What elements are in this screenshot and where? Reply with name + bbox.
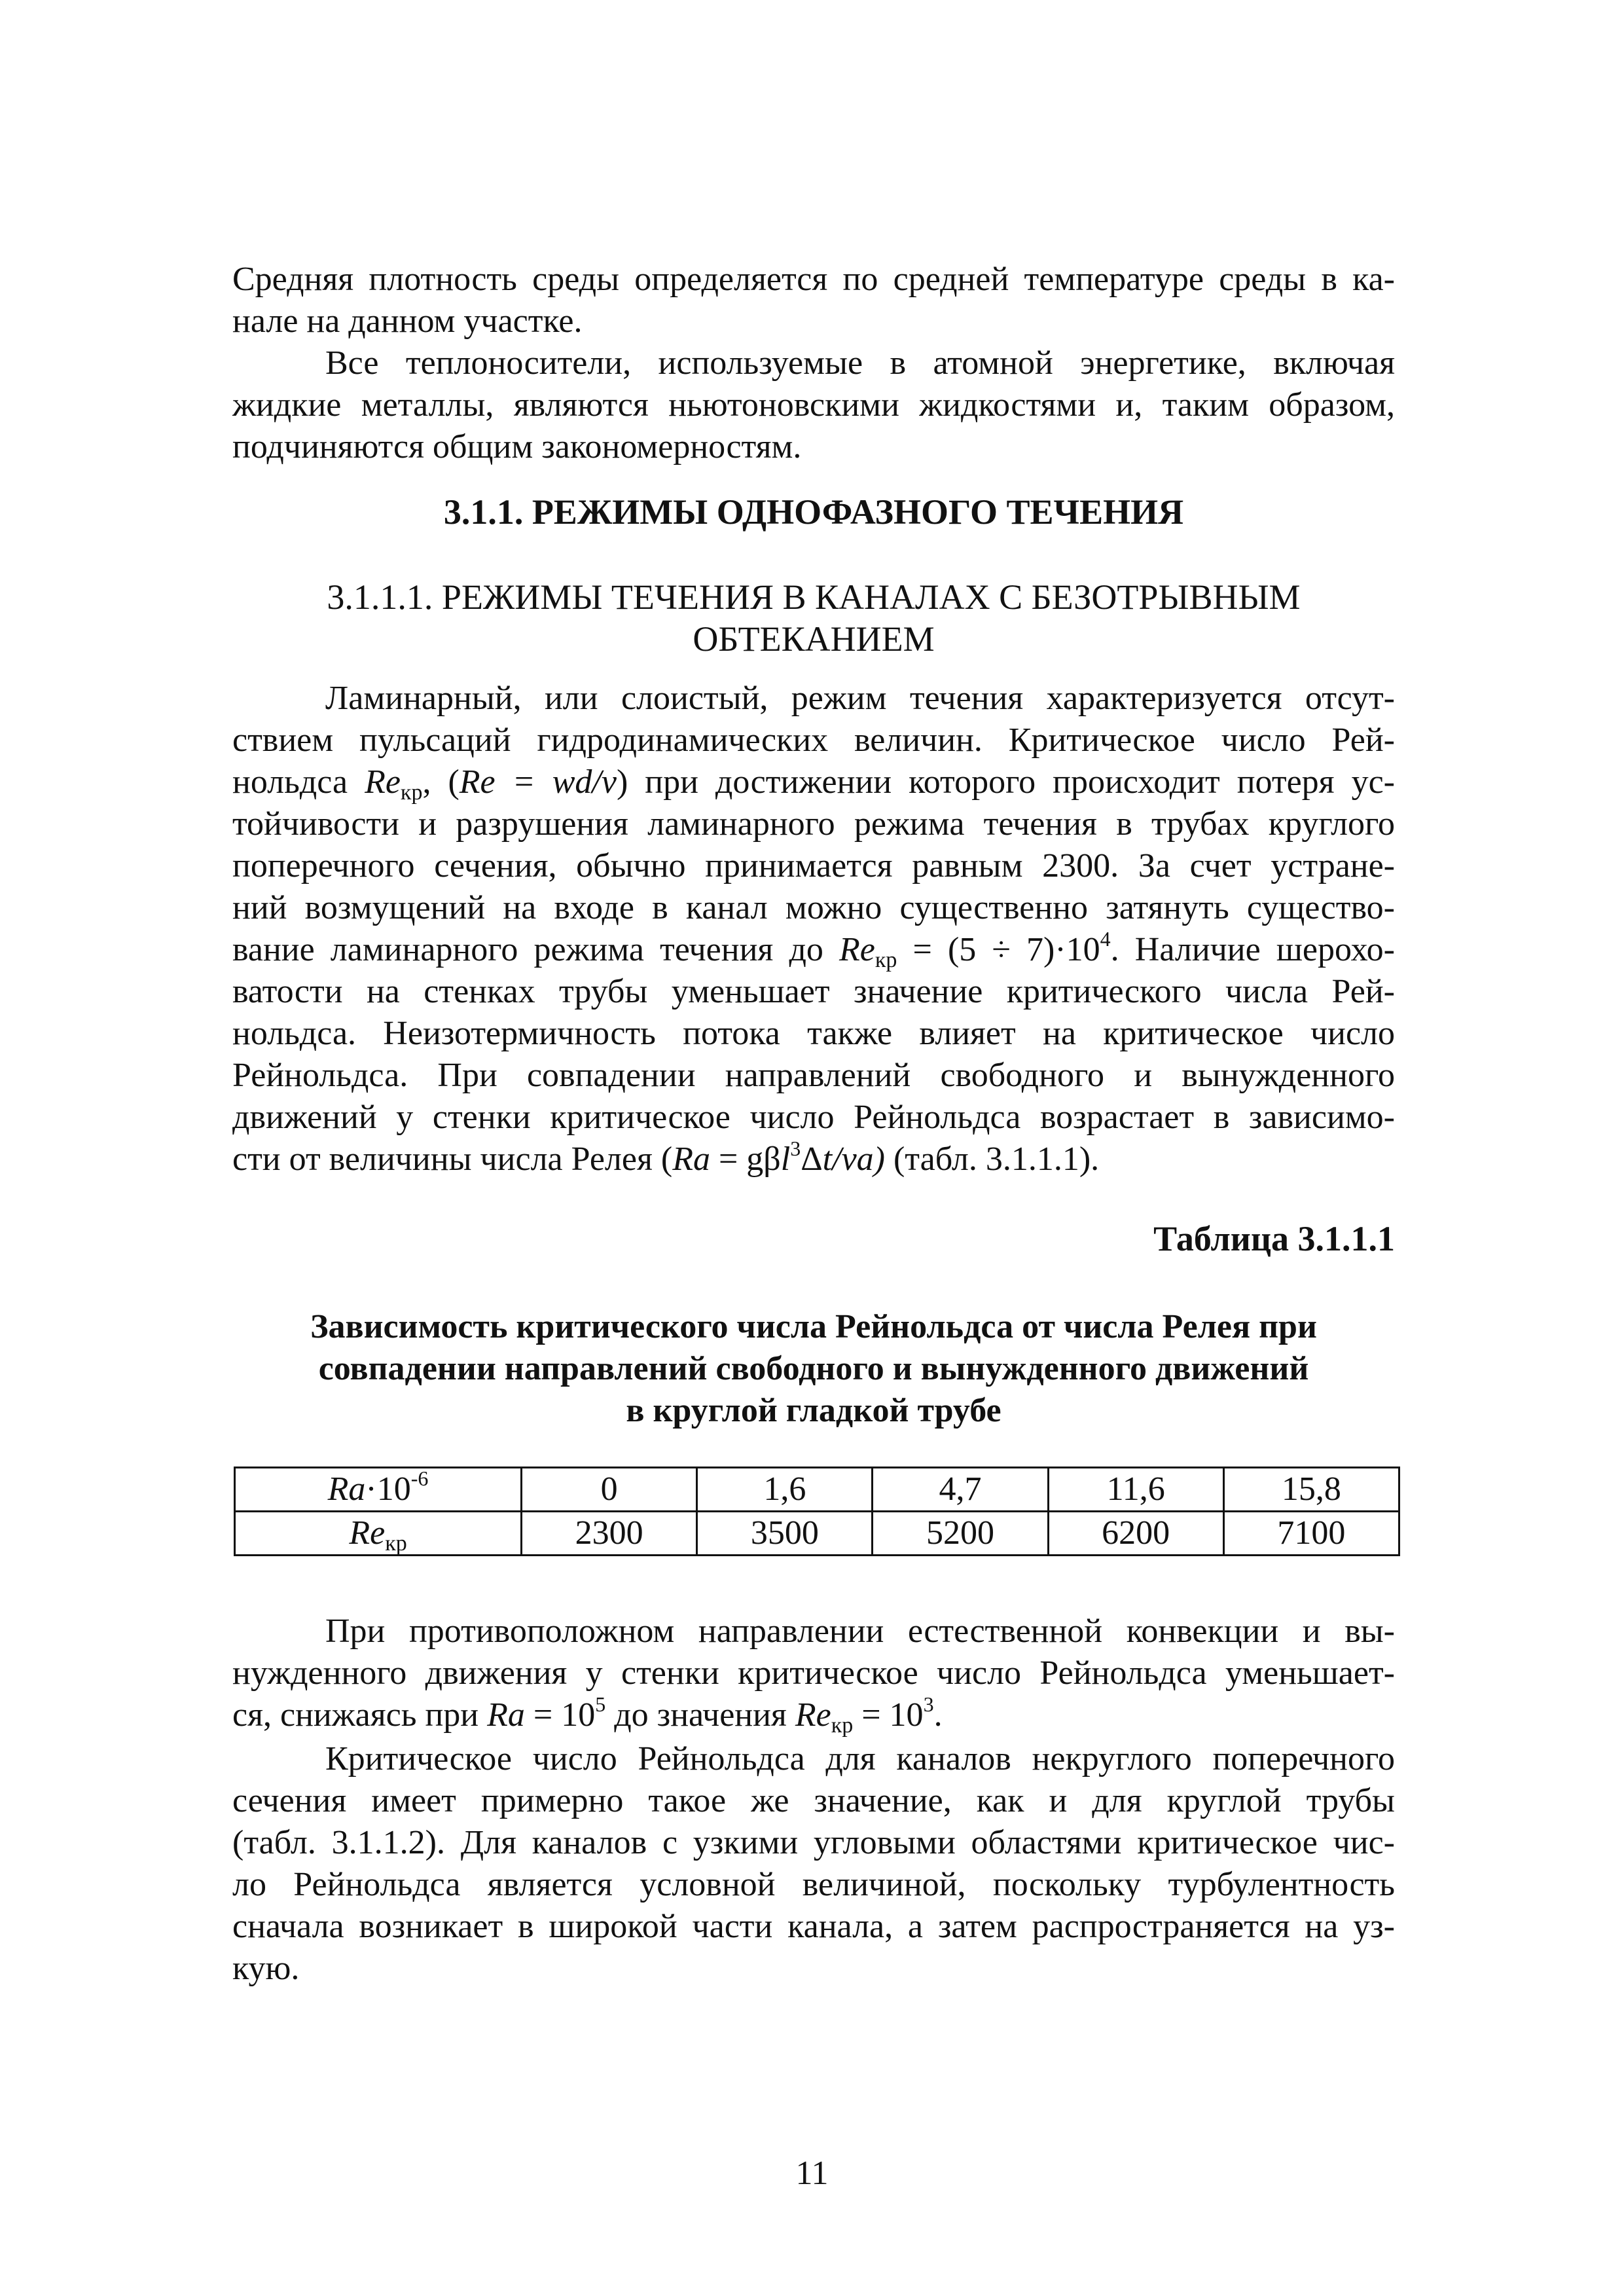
table-cell: 1,6	[697, 1468, 873, 1512]
p1-line-12-text-b: = gβ	[710, 1140, 781, 1178]
p1-line-7-text-c: . Наличие шерохо-	[1110, 931, 1395, 968]
p1-line-3-text-b: , (	[422, 763, 460, 801]
table-caption	[232, 1306, 1395, 1432]
p2-line-3-text-a: ся, снижаясь при	[232, 1696, 488, 1734]
exponent: 4	[1100, 927, 1111, 951]
reynolds-rayleigh-table	[234, 1467, 1400, 1556]
table-caption-line-2: совпадении направлений свободного и вынужденного движений	[318, 1350, 1309, 1387]
p3-line-4: ло Рейнольдса является условной величиной, поскольку турбулентность	[232, 1866, 1395, 1903]
table-caption-line-1: Зависимость критического числа Рейнольдса от числа Релея при	[310, 1308, 1317, 1345]
exponent: 3	[790, 1137, 801, 1160]
intro-line-1: Средняя плотность среды определяется по средней температуре среды в ка-	[232, 261, 1395, 298]
p1-line-3	[232, 761, 1395, 803]
subsection-heading-line-1: 3.1.1.1. РЕЖИМЫ ТЕЧЕНИЯ В КАНАЛАХ С БЕЗОТРЫВНЫМ	[327, 577, 1301, 617]
page-number: 11	[795, 2155, 829, 2192]
table-cell: 3500	[697, 1512, 873, 1556]
kr-subscript: кр	[385, 1531, 407, 1556]
p1-line-9: нольдса. Неизотермичность потока также влияет на критическое число	[232, 1015, 1395, 1052]
p1-line-2: ствием пульсаций гидродинамических величин. Критическое число Рей-	[232, 721, 1395, 759]
exponent: -6	[410, 1467, 429, 1490]
ra-symbol: Ra	[327, 1470, 366, 1508]
table-cell: 15,8	[1223, 1468, 1399, 1512]
re-symbol: Re	[349, 1514, 386, 1552]
subsection-heading-line-2: ОБТЕКАНИЕМ	[693, 619, 935, 659]
section-heading: 3.1.1. РЕЖИМЫ ОДНОФАЗНОГО ТЕЧЕНИЯ	[443, 492, 1184, 532]
exponent: 5	[595, 1692, 606, 1716]
table-cell: 6200	[1048, 1512, 1223, 1556]
p3-line-3: (табл. 3.1.1.2). Для каналов с узкими угловыми областями критическое чис-	[232, 1824, 1395, 1861]
p1-line-5: поперечного сечения, обычно принимается равным 2300. За счет устране-	[232, 847, 1395, 884]
table-row	[235, 1468, 1399, 1512]
paragraph-noncircular	[232, 1738, 1395, 1990]
p2-line-3	[232, 1694, 1395, 1736]
re-symbol: Re	[839, 931, 875, 968]
reynolds-formula: Re = wd/ν	[459, 763, 617, 801]
rayleigh-formula-tail: t/νa)	[822, 1140, 885, 1178]
table-label-block	[232, 1218, 1395, 1260]
delta-symbol: Δ	[801, 1140, 823, 1178]
p3-line-5: сначала возникает в широкой части канала, а затем распространяется на уз-	[232, 1908, 1395, 1945]
p1-line-3-text-a: нольдса	[232, 763, 365, 801]
p1-line-10: Рейнольдса. При совпадении направлений свободного и вынужденного	[232, 1057, 1395, 1094]
p1-line-12-text-a: сти от величины числа Релея (	[232, 1140, 673, 1178]
intro-paragraph	[232, 259, 1395, 468]
paragraph-laminar	[232, 678, 1395, 1180]
p1-line-12	[232, 1139, 1395, 1180]
table-row	[235, 1512, 1399, 1556]
p2-line-1: При противоположном направлении естественной конвекции и вы-	[325, 1613, 1395, 1650]
kr-subscript: кр	[831, 1713, 854, 1738]
p2-line-3-text-e: .	[933, 1696, 943, 1734]
ra-symbol: Ra	[487, 1696, 525, 1734]
p1-line-7-text-a: вание ламинарного режима течения до	[232, 931, 840, 968]
table-caption-line-3: в круглой гладкой трубе	[626, 1392, 1001, 1429]
table-cell: 0	[522, 1468, 697, 1512]
table-cell: 5200	[873, 1512, 1048, 1556]
subsection-heading-block	[232, 576, 1395, 660]
p1-line-1: Ламинарный, или слоистый, режим течения характеризуется отсут-	[325, 680, 1395, 717]
p3-line-1: Критическое число Рейнольдса для каналов некруглого поперечного	[325, 1740, 1395, 1777]
section-heading-block	[232, 491, 1395, 533]
p1-line-8: ватости на стенках трубы уменьшает значение критического числа Рей-	[232, 973, 1395, 1010]
intro-line-4: жидкие металлы, являются ньютоновскими жидкостями и, таким образом,	[232, 386, 1395, 424]
re-symbol: Re	[795, 1696, 831, 1734]
p1-line-12-text-e: (табл. 3.1.1.1).	[884, 1140, 1100, 1178]
p3-line-6: кую.	[232, 1950, 300, 1987]
table-header-ra	[235, 1468, 522, 1512]
p2-line-2: нужденного движения у стенки критическое число Рейнольдса уменьшает-	[232, 1654, 1395, 1692]
p1-line-7-text-b: = (5 ÷ 7)·10	[897, 931, 1100, 968]
p1-line-3-text-c: ) при достижении которого происходит потеря ус-	[616, 763, 1395, 801]
kr-subscript: кр	[400, 780, 423, 805]
p2-line-3-text-d: = 10	[853, 1696, 924, 1734]
p1-line-11: движений у стенки критическое число Рейнольдса возрастает в зависимо-	[232, 1099, 1395, 1136]
ra-symbol: Ra	[672, 1140, 710, 1178]
paragraph-opposite-convection	[232, 1611, 1395, 1736]
p1-line-6: ний возмущений на входе в канал можно существенно затянуть существо-	[232, 889, 1395, 926]
exponent: 3	[923, 1692, 934, 1716]
table-label: Таблица 3.1.1.1	[1153, 1219, 1395, 1258]
p3-line-2: сечения имеет примерно такое же значение, как и для круглой трубы	[232, 1782, 1395, 1819]
p2-line-3-text-b: = 10	[524, 1696, 596, 1734]
table-cell: 4,7	[873, 1468, 1048, 1512]
table-cell: 11,6	[1048, 1468, 1223, 1512]
re-symbol: Re	[365, 763, 401, 801]
table-cell: 2300	[522, 1512, 697, 1556]
kr-subscript: кр	[875, 948, 897, 972]
p1-line-7	[232, 929, 1395, 971]
intro-line-3: Все теплоносители, используемые в атомной энергетике, включая	[325, 344, 1395, 382]
table-cell: 7100	[1223, 1512, 1399, 1556]
intro-line-2: нале на данном участке.	[232, 302, 583, 340]
intro-line-5: подчиняются общим закономерностям.	[232, 428, 802, 465]
p1-line-4: тойчивости и разрушения ламинарного режима течения в трубах круглого	[232, 805, 1395, 843]
ra-multiplier: ·10	[365, 1470, 411, 1508]
p2-line-3-text-c: до значения	[605, 1696, 795, 1734]
table-header-re	[235, 1512, 522, 1556]
l-symbol: l	[780, 1140, 791, 1178]
